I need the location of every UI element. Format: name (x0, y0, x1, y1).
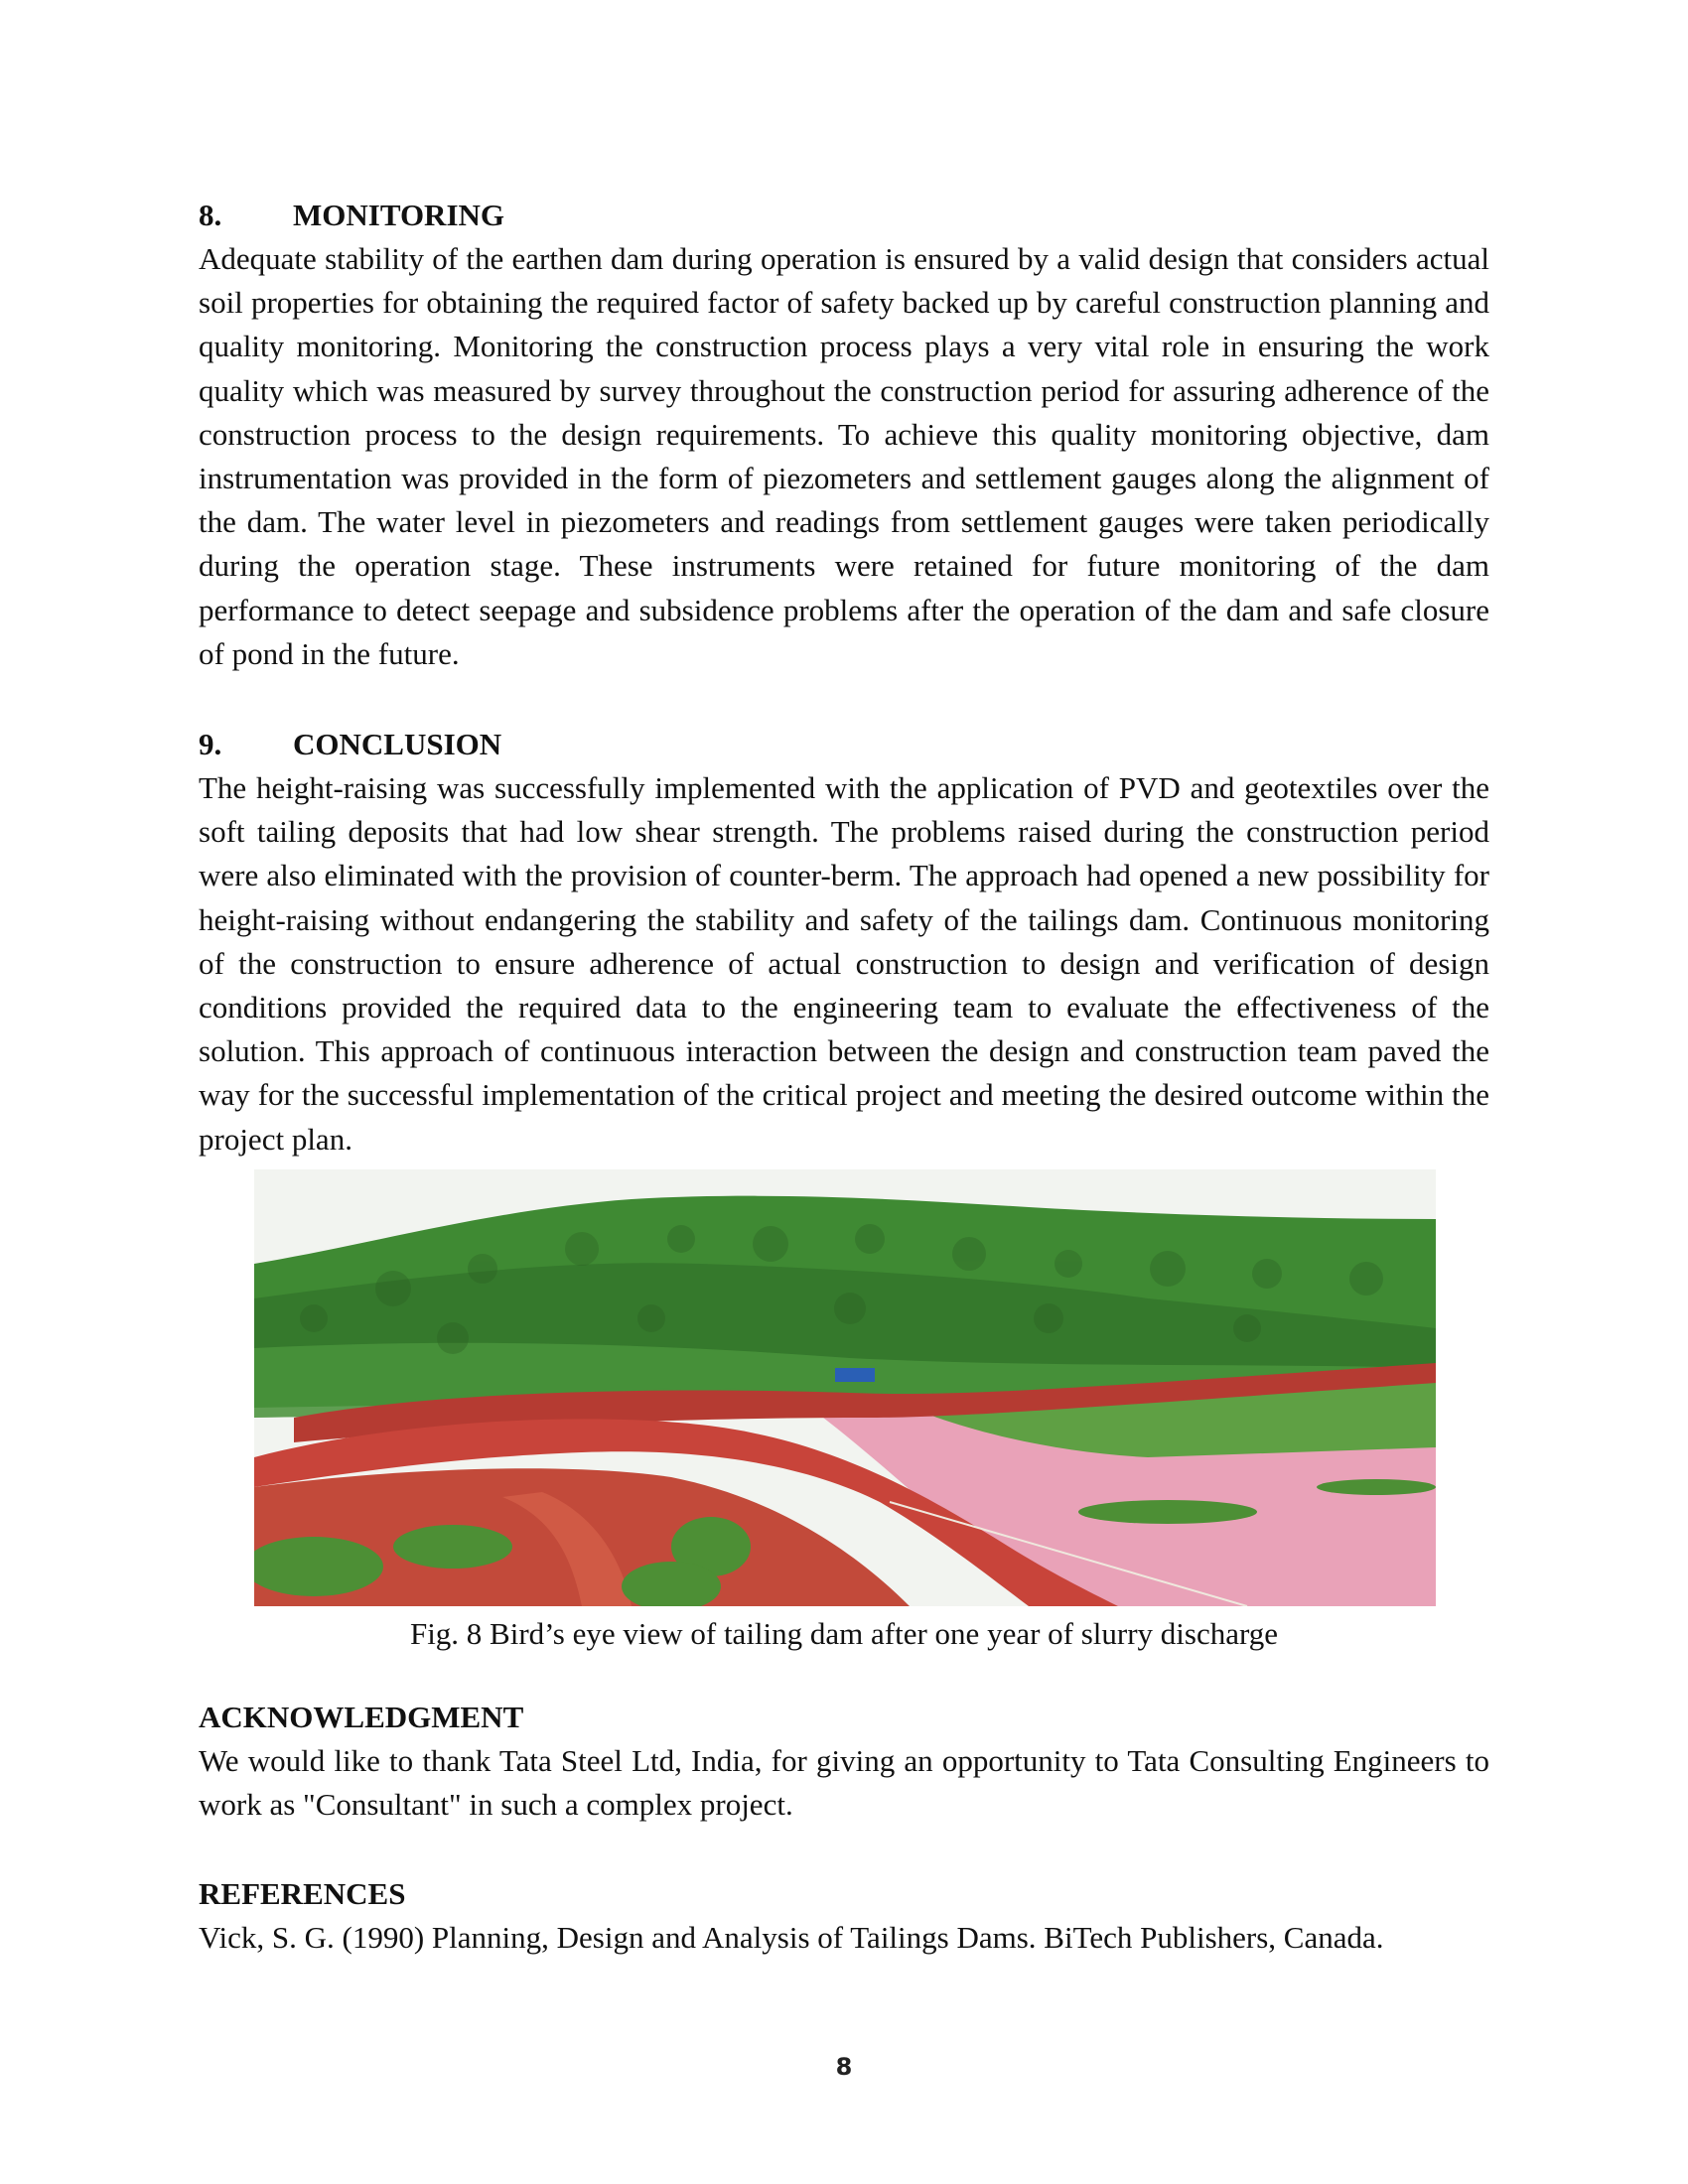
tailing-dam-photo (254, 1169, 1436, 1606)
references-heading: REFERENCES (199, 1876, 406, 1912)
acknowledgment-paragraph: We would like to thank Tata Steel Ltd, India, for giving an opportunity to Tata Consulting Engineers to work as "Consultant" in such a complex project. (199, 1742, 1489, 1823)
section-heading-conclusion (199, 723, 1489, 766)
page-number: 8 (835, 2053, 853, 2081)
section-title: CONCLUSION (293, 727, 502, 762)
monitoring-paragraph: Adequate stability of the earthen dam during operation is ensured by a valid design that considers actual soil properties for obtaining the required factor of safety backed up by careful construction planning and quality monitoring. Monitoring the construction process plays a very vital role in ensuring the work quality which was measured by survey throughout the construction period for assuring adherence of the construction process to the design requirements. To achieve this quality monitoring objective, dam instrumentation was provided in the form of piezometers and settlement gauges along the alignment of the dam. The water level in piezometers and readings from settlement gauges were taken periodically during the operation stage. These instruments were retained for future monitoring of the dam performance to detect seepage and subsidence problems after the operation of the dam and safe closure of pond in the future. (199, 241, 1489, 671)
section-number: 8. (199, 198, 222, 232)
figure-caption: Fig. 8 Bird’s eye view of tailing dam after one year of slurry discharge (409, 1615, 1279, 1651)
reference-item: Vick, S. G. (1990) Planning, Design and Analysis of Tailings Dams. BiTech Publishers, Canada. (199, 1920, 1384, 1956)
section-heading-monitoring (199, 194, 1489, 237)
page-content (199, 194, 1489, 1960)
section-number: 9. (199, 727, 222, 762)
conclusion-paragraph: The height-raising was successfully implemented with the application of PVD and geotextiles over the soft tailing deposits that had low shear strength. The problems raised during the construction period were also eliminated with the provision of counter-berm. The approach had opened a new possibility for height-raising without endangering the stability and safety of the tailings dam. Continuous monitoring of the construction to ensure adherence of actual construction to design and verification of design conditions provided the required data to the engineering team to evaluate the effectiveness of the solution. This approach of continuous interaction between the design and construction team paved the way for the successful implementation of the critical project and meeting the desired outcome within the project plan. (199, 770, 1489, 1157)
section-title: MONITORING (293, 198, 505, 232)
acknowledgment-heading: ACKNOWLEDGMENT (199, 1699, 524, 1734)
